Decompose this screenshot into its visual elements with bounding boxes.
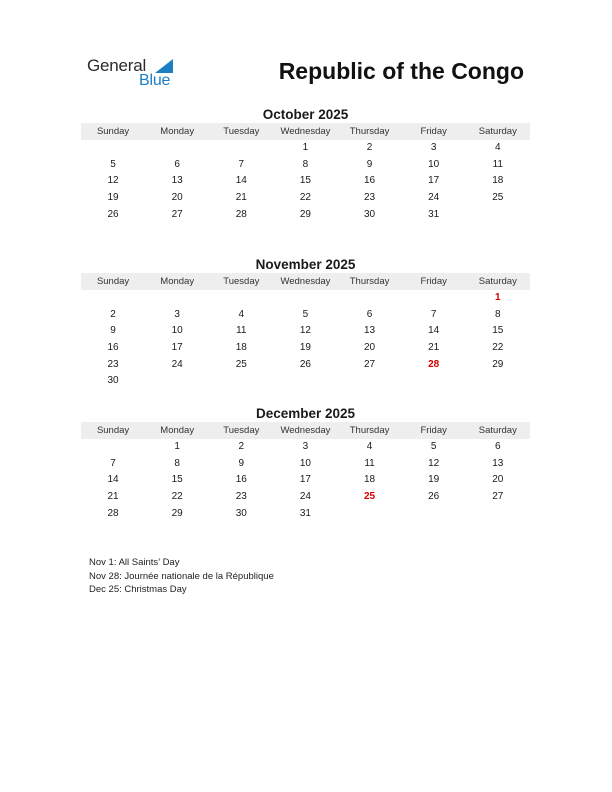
week-row: [81, 373, 530, 390]
day-cell: 17: [428, 175, 440, 187]
empty-day-cell: [145, 373, 209, 390]
empty-day-cell: [145, 140, 209, 157]
day-cell: 21: [428, 342, 440, 354]
weekday-label: Tuesday: [223, 126, 260, 137]
day-cell: 18: [364, 474, 376, 486]
day-cell: 27: [364, 358, 376, 370]
day-cell: 12: [107, 175, 119, 187]
day-cell: 26: [107, 208, 119, 220]
empty-day-cell: [402, 506, 466, 523]
weekday-label: Saturday: [478, 126, 517, 137]
weekday-label: Wednesday: [280, 126, 331, 137]
week-row: [81, 190, 530, 207]
week-row: [81, 173, 530, 190]
weekday-label: Tuesday: [223, 276, 260, 287]
day-cell: 30: [364, 208, 376, 220]
month-title: November 2025: [255, 257, 356, 272]
day-cell: 20: [171, 192, 183, 204]
weekday-label: Wednesday: [280, 425, 331, 436]
day-cell: 18: [492, 175, 504, 187]
day-cell: 5: [110, 158, 116, 170]
week-row: [81, 340, 530, 357]
day-cell: 31: [299, 507, 311, 519]
weekday-label: Thursday: [349, 276, 390, 287]
day-cell: 14: [428, 325, 440, 337]
day-cell: 16: [107, 342, 119, 354]
day-cell: 27: [492, 491, 504, 503]
day-cell: 9: [110, 325, 116, 337]
day-cell: 24: [428, 192, 440, 204]
day-cell: 26: [299, 358, 311, 370]
weekday-label: Friday: [420, 276, 447, 287]
day-cell: 22: [171, 491, 183, 503]
day-cell: 11: [364, 457, 375, 469]
weekday-label: Sunday: [96, 276, 130, 287]
day-cell: 4: [238, 308, 245, 320]
holiday-notes: [89, 556, 274, 597]
week-row: [81, 140, 530, 157]
day-cell: 1: [174, 441, 180, 452]
day-cell: 23: [364, 192, 376, 204]
holiday-day-cell: 28: [428, 358, 440, 370]
week-row: [81, 506, 530, 523]
empty-day-cell: [209, 373, 273, 390]
month-november: [81, 256, 530, 390]
empty-day-cell: [466, 506, 530, 523]
week-row: [81, 290, 530, 307]
weekday-label: Friday: [420, 425, 447, 436]
day-cell: 19: [107, 192, 119, 204]
page-title: Republic of the Congo: [278, 58, 524, 84]
day-cell: 22: [492, 342, 504, 354]
day-cell: 29: [492, 358, 504, 370]
empty-day-cell: [338, 506, 402, 523]
holiday-note: Nov 1: All Saints’ Day: [89, 557, 180, 568]
weekday-label: Saturday: [478, 276, 517, 287]
day-cell: 11: [236, 325, 247, 337]
day-cell: 12: [299, 325, 311, 337]
empty-day-cell: [81, 290, 145, 307]
day-cell: 3: [302, 441, 309, 452]
day-cell: 28: [235, 208, 247, 220]
day-cell: 19: [299, 342, 311, 354]
day-cell: 28: [107, 507, 119, 519]
empty-day-cell: [273, 373, 337, 390]
day-cell: 8: [302, 158, 309, 170]
holiday-note: Dec 25: Christmas Day: [89, 584, 187, 596]
week-row: [81, 357, 530, 374]
day-cell: 25: [492, 192, 504, 204]
day-cell: 26: [428, 491, 440, 503]
day-cell: 23: [235, 491, 247, 503]
day-cell: 10: [299, 457, 311, 469]
weekday-label: Saturday: [478, 425, 517, 436]
week-row: [81, 157, 530, 174]
day-cell: 25: [235, 358, 247, 370]
week-row: [81, 323, 530, 340]
day-cell: 2: [366, 142, 373, 153]
day-cell: 20: [492, 474, 504, 486]
day-cell: 22: [299, 192, 311, 204]
weekday-label: Sunday: [96, 126, 130, 137]
day-cell: 1: [302, 142, 309, 153]
logo-blue-text: Blue: [139, 72, 171, 89]
holiday-day-cell: 25: [364, 491, 376, 503]
weekday-label: Thursday: [349, 126, 390, 137]
empty-day-cell: [402, 373, 466, 390]
day-cell: 7: [110, 457, 116, 469]
day-cell: 18: [235, 342, 247, 354]
empty-day-cell: [402, 290, 466, 307]
empty-day-cell: [209, 140, 273, 157]
week-row: [81, 489, 530, 506]
weekday-label: Monday: [160, 425, 195, 436]
day-cell: 7: [238, 158, 245, 170]
day-cell: 9: [238, 457, 245, 469]
logo-general-text: General: [87, 56, 147, 75]
day-cell: 30: [107, 375, 119, 387]
day-cell: 24: [171, 358, 183, 370]
day-cell: 5: [430, 441, 437, 452]
day-cell: 19: [428, 474, 440, 486]
day-cell: 11: [492, 158, 503, 170]
weekday-label: Wednesday: [280, 276, 331, 287]
month-october: [81, 106, 530, 223]
day-cell: 20: [364, 342, 376, 354]
week-row: [81, 472, 530, 489]
day-cell: 4: [495, 142, 501, 153]
day-cell: 2: [110, 308, 116, 320]
week-row: [81, 456, 530, 473]
empty-day-cell: [338, 290, 402, 307]
weekday-header-row: [81, 123, 530, 140]
day-cell: 4: [366, 441, 373, 452]
day-cell: 3: [430, 142, 437, 153]
empty-day-cell: [338, 373, 402, 390]
day-cell: 6: [495, 441, 501, 452]
weekday-label: Sunday: [96, 425, 130, 436]
weekday-header-row: [81, 273, 530, 290]
day-cell: 10: [171, 325, 183, 337]
holiday-note: Nov 28: Journée nationale de la République: [89, 570, 274, 582]
day-cell: 10: [428, 158, 440, 170]
day-cell: 3: [174, 308, 180, 320]
empty-day-cell: [81, 439, 145, 456]
day-cell: 15: [299, 175, 311, 187]
week-row: [81, 207, 530, 224]
holiday-day-cell: 1: [495, 292, 501, 303]
weekday-label: Monday: [160, 126, 195, 137]
day-cell: 7: [430, 308, 437, 320]
empty-day-cell: [273, 290, 337, 307]
weekday-label: Monday: [160, 276, 195, 287]
day-cell: 13: [492, 457, 504, 469]
day-cell: 9: [366, 158, 373, 170]
day-cell: 31: [428, 208, 440, 220]
day-cell: 17: [171, 342, 183, 354]
weekday-header-row: [81, 422, 530, 439]
day-cell: 16: [364, 175, 376, 187]
day-cell: 8: [495, 308, 501, 320]
day-cell: 2: [238, 441, 245, 452]
empty-day-cell: [145, 290, 209, 307]
week-row: [81, 307, 530, 324]
day-cell: 5: [302, 308, 309, 320]
day-cell: 24: [299, 491, 311, 503]
weekday-label: Tuesday: [223, 425, 260, 436]
weekday-label: Friday: [420, 126, 447, 137]
day-cell: 30: [235, 507, 247, 519]
day-cell: 21: [235, 192, 247, 204]
month-title: December 2025: [255, 406, 356, 421]
day-cell: 27: [171, 208, 183, 220]
day-cell: 17: [299, 474, 311, 486]
day-cell: 6: [366, 308, 373, 320]
empty-day-cell: [209, 290, 273, 307]
day-cell: 8: [174, 457, 180, 469]
day-cell: 23: [107, 358, 119, 370]
day-cell: 29: [171, 507, 183, 519]
day-cell: 29: [299, 208, 311, 220]
day-cell: 12: [428, 457, 440, 469]
day-cell: 14: [235, 175, 247, 187]
day-cell: 13: [364, 325, 376, 337]
empty-day-cell: [466, 207, 530, 224]
day-cell: 16: [235, 474, 247, 486]
day-cell: 15: [171, 474, 183, 486]
week-row: [81, 439, 530, 456]
day-cell: 15: [492, 325, 504, 337]
weekday-label: Thursday: [349, 425, 390, 436]
day-cell: 6: [174, 158, 180, 170]
empty-day-cell: [81, 140, 145, 157]
month-december: [81, 405, 530, 522]
day-cell: 21: [107, 491, 119, 503]
day-cell: 13: [171, 175, 183, 187]
logo-triangle-icon: [155, 59, 173, 73]
generalblue-logo: [87, 56, 187, 92]
day-cell: 14: [107, 474, 119, 486]
month-title: October 2025: [262, 107, 349, 122]
empty-day-cell: [466, 373, 530, 390]
